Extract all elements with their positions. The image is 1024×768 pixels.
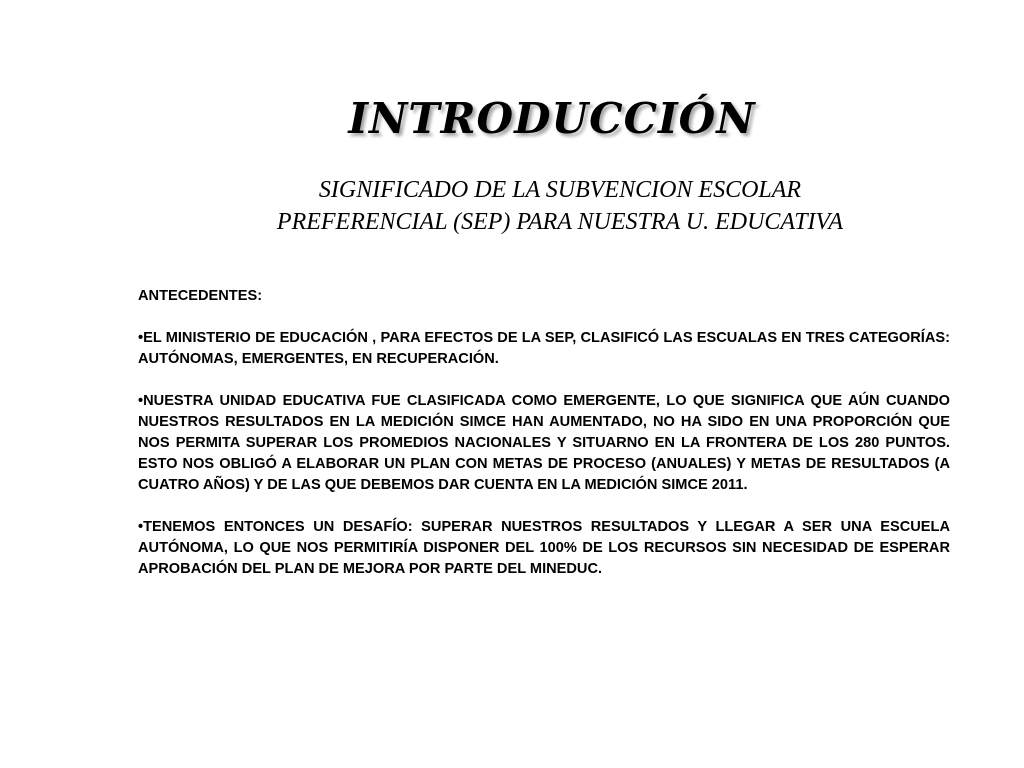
slide-body <box>138 286 950 601</box>
slide-title: INTRODUCCIÓN <box>348 94 756 143</box>
bullet-paragraph-2: •NUESTRA UNIDAD EDUCATIVA FUE CLASIFICADA COMO EMERGENTE, LO QUE SIGNIFICA QUE AÚN CUANDO NUESTROS RESULTADOS EN LA MEDICIÓN SIMCE HAN AUMENTADO, NO HA SIDO EN UNA PROPORCIÓN QUE NOS PERMITA SUPERAR LOS PROMEDIOS NACIONALES Y SITUARNO EN LA FRONTERA DE LOS 280 PUNTOS. ESTO NOS OBLIGÓ A ELABORAR UN PLAN CON METAS DE PROCESO (ANUALES) Y METAS DE RESULTADOS (A CUATRO AÑOS) Y DE LAS QUE DEBEMOS DAR CUENTA EN LA MEDICIÓN SIMCE 2011. <box>138 393 950 493</box>
subtitle-line-2: PREFERENCIAL (SEP) PARA NUESTRA U. EDUCATIVA <box>276 209 844 235</box>
subtitle-line-1: SIGNIFICADO DE LA SUBVENCION ESCOLAR <box>318 177 802 203</box>
section-heading: ANTECEDENTES: <box>138 288 263 304</box>
bullet-paragraph-1: •EL MINISTERIO DE EDUCACIÓN , PARA EFECTOS DE LA SEP, CLASIFICÓ LAS ESCUALAS EN TRES CATEGORÍAS: AUTÓNOMAS, EMERGENTES, EN RECUPERACIÓN. <box>138 330 950 367</box>
bullet-paragraph-3: •TENEMOS ENTONCES UN DESAFÍO: SUPERAR NUESTROS RESULTADOS Y LLEGAR A SER UNA ESCUELA AUTÓNOMA, LO QUE NOS PERMITIRÍA DISPONER DEL 100% DE LOS RECURSOS SIN NECESIDAD DE ESPERAR APROBACIÓN DEL PLAN DE MEJORA POR PARTE DEL MINEDUC. <box>138 519 950 577</box>
slide-subtitle <box>0 174 1024 238</box>
